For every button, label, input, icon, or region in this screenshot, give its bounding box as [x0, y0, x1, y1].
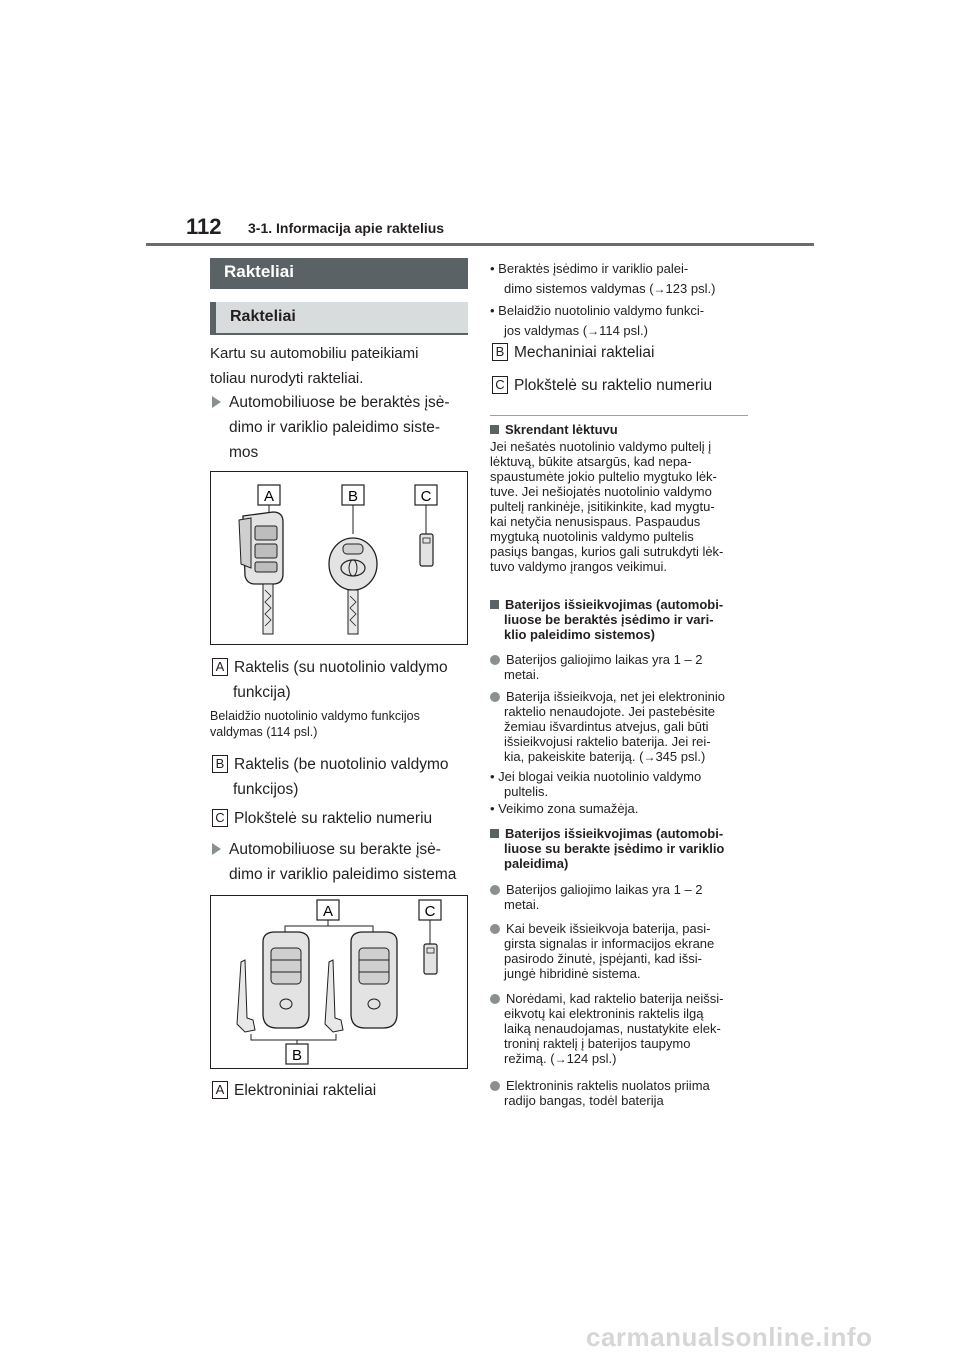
bullet-item: • Belaidžio nuotolinio valdymo funkci- jos valdymas (→114 psl.): [490, 303, 705, 338]
running-head: 3-1. Informacija apie raktelius: [248, 220, 445, 236]
circle-bullet-icon: [490, 655, 500, 665]
letter-b-badge: B: [492, 343, 508, 361]
fig2-label-b: [286, 1044, 308, 1064]
section-title: Rakteliai: [210, 258, 468, 289]
square-bullet-icon: [490, 600, 499, 609]
circle-bullet-icon: [490, 885, 500, 895]
svg-text:C: C: [424, 903, 436, 920]
subsection-title: Rakteliai: [210, 302, 468, 335]
page-number: 112: [186, 214, 222, 239]
figure-keys-with-smart-entry: [210, 895, 468, 1069]
svg-text:A: A: [263, 488, 275, 505]
intro-text: Kartu su automobiliu pateikiami toliau nurodyti rakteliai.: [210, 345, 419, 387]
divider: [490, 415, 748, 416]
fig1-label-c: [415, 485, 437, 505]
battery1-dot2: Baterija išsieikvoja, net jei elektroninio raktelio nenaudojote. Jei pastebėsite žemiau išvardintus atvejus, gali būti išsieikvojusi raktelio baterija. Jei rei- kia, pakeiskite bateriją. (→345 psl.): [490, 689, 752, 765]
fig1-label-b: [342, 485, 364, 505]
battery2-dot3: Norėdami, kad raktelio baterija neišsi- eikvotų kai elektroninis raktelis ilgą laiką nenaudojamas, nustatykite elek- troninį raktelį į baterijos taupymo režimą. (→124 psl.): [490, 991, 752, 1067]
letter-b-badge: B: [212, 755, 228, 773]
item-a1-note: Belaidžio nuotolinio valdymo funkcijos valdymas (114 psl.): [210, 709, 420, 739]
letter-a-badge: A: [212, 1081, 228, 1099]
emergency-key-icon: [325, 960, 343, 1032]
battery1-bullet1: • Jei blogai veikia nuotolinio valdymo pultelis.: [490, 769, 702, 799]
header-rule: [146, 243, 814, 246]
bullets-top: [490, 259, 752, 341]
battery2-dot4: Elektroninis raktelis nuolatos priima radijo bangas, todėl baterija: [490, 1078, 752, 1108]
group2-heading: Automobiliuose su berakte įsė- dimo ir variklio paleidimo sistema: [212, 837, 474, 887]
item-b2: B Mechaniniai rakteliai: [492, 340, 754, 365]
bullet-item: • Beraktės įsėdimo ir variklio palei- dimo sistemos valdymas (→123 psl.): [490, 261, 716, 296]
figure-keys-without-smart-entry: [210, 471, 468, 645]
emergency-key-icon: [237, 960, 255, 1032]
key-number-plate-icon: [424, 944, 437, 974]
svg-text:B: B: [291, 1047, 303, 1064]
item-a1: A Raktelis (su nuotolinio valdymo funkcija): [212, 655, 474, 705]
battery2-title: Baterijos išsieikvojimas (automobi- liuose su berakte įsėdimo ir variklio paleidima): [490, 826, 752, 871]
battery1-dot1: Baterijos galiojimo laikas yra 1 – 2 metai.: [490, 652, 752, 682]
electronic-key-icon: [263, 932, 309, 1028]
key-number-plate-icon: [420, 534, 433, 566]
battery1-title: Baterijos išsieikvojimas (automobi- liuose be beraktės įsėdimo ir vari- klio paleidimo sistemos): [490, 597, 752, 642]
group1-heading: Automobiliuose be beraktės įsė- dimo ir variklio paleidimo siste- mos: [212, 390, 472, 465]
triangle-bullet-icon: [212, 396, 221, 408]
triangle-bullet-icon: [212, 843, 221, 855]
remote-key-icon: [239, 512, 283, 634]
svg-text:B: B: [347, 488, 359, 505]
item-a2: A Elektroniniai rakteliai: [212, 1078, 474, 1103]
square-bullet-icon: [490, 829, 499, 838]
watermark-logo: carmanualsonline.info: [586, 1322, 873, 1352]
letter-a-badge: A: [212, 658, 228, 676]
circle-bullet-icon: [490, 1081, 500, 1091]
electronic-key-icon: [351, 932, 397, 1028]
circle-bullet-icon: [490, 924, 500, 934]
square-bullet-icon: [490, 425, 499, 434]
battery1-bullet2: • Veikimo zona sumažėja.: [490, 801, 639, 816]
svg-text:A: A: [322, 903, 334, 920]
flight-title: Skrendant lėktuvu: [490, 422, 752, 437]
battery2-dot2: Kai beveik išsieikvoja baterija, pasi- girsta signalas ir informacijos ekrane pasirodo žinutė, įspėjanti, kad išsi- jungė hibridinė sistema.: [490, 921, 752, 981]
letter-c-badge: C: [212, 809, 228, 827]
item-b1: B Raktelis (be nuotolinio valdymo funkcijos): [212, 752, 474, 802]
fig2-label-c: [419, 900, 441, 920]
mechanical-key-icon: [329, 538, 377, 634]
item-c2: C Plokštelė su raktelio numeriu: [492, 373, 754, 398]
fig2-label-a: [317, 900, 339, 920]
battery2-dot1: Baterijos galiojimo laikas yra 1 – 2 metai.: [490, 882, 752, 912]
item-c1: C Plokštelė su raktelio numeriu: [212, 806, 474, 831]
circle-bullet-icon: [490, 692, 500, 702]
circle-bullet-icon: [490, 994, 500, 1004]
svg-text:C: C: [420, 488, 432, 505]
letter-c-badge: C: [492, 376, 508, 394]
fig1-label-a: [258, 485, 280, 505]
flight-text: Jei nešatės nuotolinio valdymo pultelį į lėktuvą, būkite atsargūs, kad nepa- spaustumėte jokio pultelio mygtuko lėk- tuve. Jei nešiojatės nuotolinio valdymo pultelį rankinėje, įsitikinkite, kad mygtu- kai netyčia nenusispaus. Paspaudus mygtuką nuotolinis valdymo pultelis pasiųs bangas, kurios gali sutrukdyti lėk- tuvo valdymo įrangos veikimui.: [490, 439, 724, 574]
